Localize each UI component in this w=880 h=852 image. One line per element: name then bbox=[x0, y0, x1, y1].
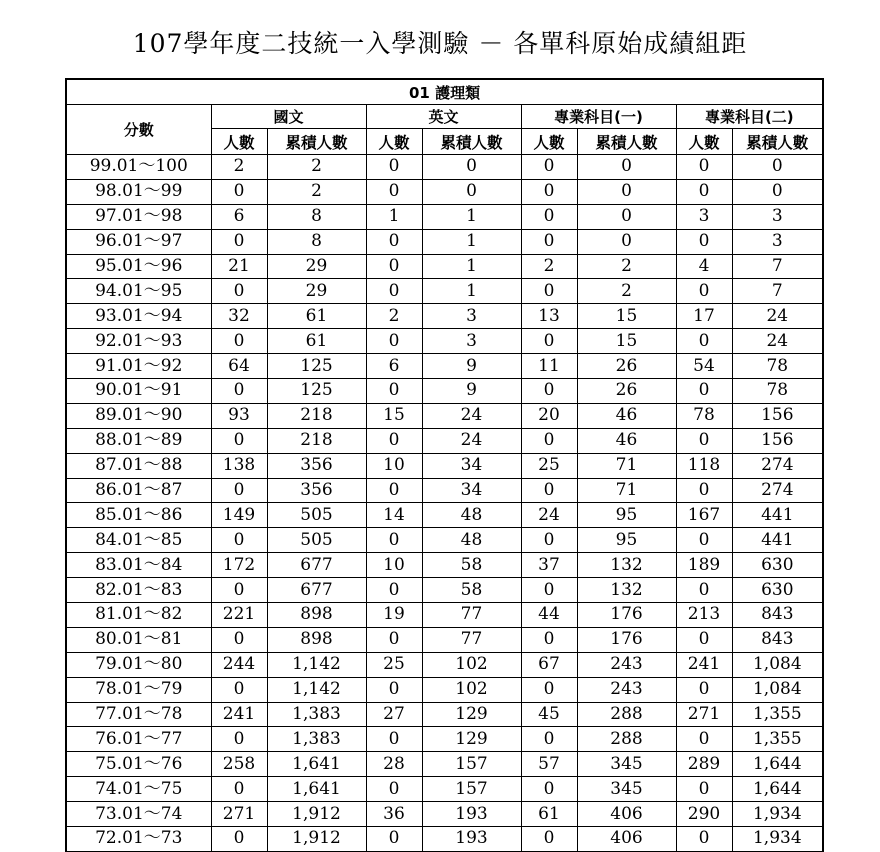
count-cell: 0 bbox=[366, 777, 422, 802]
count-cell: 0 bbox=[521, 627, 577, 652]
cumulative-cell: 26 bbox=[577, 379, 676, 404]
col-header-cumulative: 累積人數 bbox=[577, 129, 676, 155]
cumulative-cell: 58 bbox=[422, 553, 521, 578]
count-cell: 54 bbox=[676, 354, 732, 379]
table-row bbox=[66, 652, 823, 677]
table-row bbox=[66, 553, 823, 578]
cumulative-cell: 345 bbox=[577, 777, 676, 802]
table-row bbox=[66, 528, 823, 553]
count-cell: 37 bbox=[521, 553, 577, 578]
cumulative-cell: 630 bbox=[732, 553, 823, 578]
cumulative-cell: 24 bbox=[422, 428, 521, 453]
cumulative-cell: 356 bbox=[267, 453, 366, 478]
page-title: 107學年度二技統一入學測驗 － 各單科原始成績組距 bbox=[132, 29, 748, 58]
count-cell: 10 bbox=[366, 453, 422, 478]
score-range-cell: 88.01～89 bbox=[66, 428, 211, 453]
count-cell: 0 bbox=[366, 677, 422, 702]
table-row bbox=[66, 578, 823, 603]
score-range-cell: 94.01～95 bbox=[66, 279, 211, 304]
cumulative-cell: 243 bbox=[577, 652, 676, 677]
count-cell: 0 bbox=[366, 229, 422, 254]
count-cell: 0 bbox=[366, 254, 422, 279]
count-cell: 0 bbox=[521, 578, 577, 603]
count-cell: 244 bbox=[211, 652, 267, 677]
count-cell: 11 bbox=[521, 354, 577, 379]
score-range-cell: 93.01～94 bbox=[66, 304, 211, 329]
cumulative-cell: 15 bbox=[577, 329, 676, 354]
count-cell: 0 bbox=[521, 329, 577, 354]
count-cell: 0 bbox=[676, 727, 732, 752]
count-cell: 19 bbox=[366, 603, 422, 628]
table-row bbox=[66, 727, 823, 752]
count-cell: 0 bbox=[676, 329, 732, 354]
cumulative-cell: 1,355 bbox=[732, 702, 823, 727]
cumulative-cell: 78 bbox=[732, 354, 823, 379]
cumulative-cell: 129 bbox=[422, 727, 521, 752]
table-row bbox=[66, 403, 823, 428]
cumulative-cell: 2 bbox=[267, 155, 366, 180]
table-row bbox=[66, 453, 823, 478]
count-cell: 6 bbox=[211, 204, 267, 229]
count-cell: 0 bbox=[366, 279, 422, 304]
count-cell: 289 bbox=[676, 752, 732, 777]
count-cell: 0 bbox=[521, 229, 577, 254]
cumulative-cell: 1,644 bbox=[732, 752, 823, 777]
cumulative-cell: 1,912 bbox=[267, 802, 366, 827]
count-cell: 189 bbox=[676, 553, 732, 578]
cumulative-cell: 132 bbox=[577, 578, 676, 603]
cumulative-cell: 441 bbox=[732, 528, 823, 553]
cumulative-cell: 1 bbox=[422, 254, 521, 279]
score-range-cell: 74.01～75 bbox=[66, 777, 211, 802]
count-cell: 0 bbox=[676, 478, 732, 503]
count-cell: 32 bbox=[211, 304, 267, 329]
score-range-cell: 79.01～80 bbox=[66, 652, 211, 677]
count-cell: 0 bbox=[521, 179, 577, 204]
score-range-cell: 89.01～90 bbox=[66, 403, 211, 428]
count-cell: 45 bbox=[521, 702, 577, 727]
cumulative-cell: 1,934 bbox=[732, 827, 823, 852]
cumulative-cell: 48 bbox=[422, 503, 521, 528]
cumulative-cell: 2 bbox=[577, 254, 676, 279]
cumulative-cell: 1,084 bbox=[732, 677, 823, 702]
count-cell: 271 bbox=[676, 702, 732, 727]
count-cell: 0 bbox=[211, 179, 267, 204]
count-cell: 0 bbox=[366, 578, 422, 603]
cumulative-cell: 26 bbox=[577, 354, 676, 379]
cumulative-cell: 102 bbox=[422, 677, 521, 702]
score-range-cell: 99.01～100 bbox=[66, 155, 211, 180]
col-header-cumulative: 累積人數 bbox=[422, 129, 521, 155]
score-range-cell: 76.01～77 bbox=[66, 727, 211, 752]
score-range-cell: 72.01～73 bbox=[66, 827, 211, 852]
count-cell: 0 bbox=[366, 528, 422, 553]
count-cell: 0 bbox=[521, 155, 577, 180]
cumulative-cell: 95 bbox=[577, 528, 676, 553]
count-cell: 0 bbox=[366, 329, 422, 354]
cumulative-cell: 176 bbox=[577, 627, 676, 652]
count-cell: 0 bbox=[211, 578, 267, 603]
count-cell: 0 bbox=[521, 428, 577, 453]
cumulative-cell: 356 bbox=[267, 478, 366, 503]
score-header: 分數 bbox=[66, 105, 211, 155]
cumulative-cell: 0 bbox=[732, 179, 823, 204]
col-header-cumulative: 累積人數 bbox=[732, 129, 823, 155]
count-cell: 4 bbox=[676, 254, 732, 279]
count-cell: 0 bbox=[211, 478, 267, 503]
cumulative-cell: 274 bbox=[732, 478, 823, 503]
cumulative-cell: 0 bbox=[577, 155, 676, 180]
count-cell: 271 bbox=[211, 802, 267, 827]
count-cell: 28 bbox=[366, 752, 422, 777]
count-cell: 0 bbox=[211, 627, 267, 652]
count-cell: 0 bbox=[521, 827, 577, 852]
cumulative-cell: 1,084 bbox=[732, 652, 823, 677]
cumulative-cell: 1,142 bbox=[267, 677, 366, 702]
table-row bbox=[66, 329, 823, 354]
count-cell: 0 bbox=[211, 677, 267, 702]
cumulative-cell: 3 bbox=[732, 204, 823, 229]
cumulative-cell: 193 bbox=[422, 802, 521, 827]
count-cell: 21 bbox=[211, 254, 267, 279]
score-range-cell: 87.01～88 bbox=[66, 453, 211, 478]
cumulative-cell: 1 bbox=[422, 229, 521, 254]
cumulative-cell: 132 bbox=[577, 553, 676, 578]
score-range-cell: 86.01～87 bbox=[66, 478, 211, 503]
count-cell: 0 bbox=[211, 279, 267, 304]
cumulative-cell: 24 bbox=[732, 304, 823, 329]
cumulative-cell: 288 bbox=[577, 727, 676, 752]
count-cell: 0 bbox=[366, 627, 422, 652]
count-cell: 93 bbox=[211, 403, 267, 428]
count-cell: 0 bbox=[521, 528, 577, 553]
score-range-cell: 98.01～99 bbox=[66, 179, 211, 204]
table-row bbox=[66, 702, 823, 727]
cumulative-cell: 1,142 bbox=[267, 652, 366, 677]
count-cell: 27 bbox=[366, 702, 422, 727]
cumulative-cell: 0 bbox=[732, 155, 823, 180]
count-cell: 0 bbox=[676, 827, 732, 852]
count-cell: 67 bbox=[521, 652, 577, 677]
count-cell: 0 bbox=[211, 229, 267, 254]
table-row bbox=[66, 179, 823, 204]
count-cell: 0 bbox=[676, 578, 732, 603]
cumulative-cell: 0 bbox=[577, 204, 676, 229]
cumulative-cell: 3 bbox=[422, 304, 521, 329]
subject-header-chinese: 國文 bbox=[211, 105, 366, 129]
count-cell: 172 bbox=[211, 553, 267, 578]
count-cell: 0 bbox=[366, 478, 422, 503]
cumulative-cell: 176 bbox=[577, 603, 676, 628]
cumulative-cell: 193 bbox=[422, 827, 521, 852]
table-row bbox=[66, 428, 823, 453]
cumulative-cell: 630 bbox=[732, 578, 823, 603]
count-cell: 213 bbox=[676, 603, 732, 628]
count-cell: 25 bbox=[521, 453, 577, 478]
score-range-cell: 97.01～98 bbox=[66, 204, 211, 229]
table-row bbox=[66, 827, 823, 852]
count-cell: 14 bbox=[366, 503, 422, 528]
score-range-cell: 81.01～82 bbox=[66, 603, 211, 628]
count-cell: 61 bbox=[521, 802, 577, 827]
count-cell: 149 bbox=[211, 503, 267, 528]
col-header-count: 人數 bbox=[211, 129, 267, 155]
count-cell: 44 bbox=[521, 603, 577, 628]
cumulative-cell: 345 bbox=[577, 752, 676, 777]
cumulative-cell: 71 bbox=[577, 453, 676, 478]
count-cell: 258 bbox=[211, 752, 267, 777]
cumulative-cell: 441 bbox=[732, 503, 823, 528]
cumulative-cell: 95 bbox=[577, 503, 676, 528]
cumulative-cell: 129 bbox=[422, 702, 521, 727]
table-row bbox=[66, 229, 823, 254]
cumulative-cell: 1,641 bbox=[267, 777, 366, 802]
count-cell: 0 bbox=[676, 777, 732, 802]
cumulative-cell: 71 bbox=[577, 478, 676, 503]
count-cell: 78 bbox=[676, 403, 732, 428]
cumulative-cell: 0 bbox=[422, 155, 521, 180]
cumulative-cell: 406 bbox=[577, 802, 676, 827]
count-cell: 0 bbox=[676, 229, 732, 254]
cumulative-cell: 1 bbox=[422, 279, 521, 304]
cumulative-cell: 288 bbox=[577, 702, 676, 727]
cumulative-cell: 7 bbox=[732, 254, 823, 279]
cumulative-cell: 0 bbox=[577, 229, 676, 254]
count-cell: 0 bbox=[521, 777, 577, 802]
count-cell: 0 bbox=[676, 179, 732, 204]
cumulative-cell: 2 bbox=[577, 279, 676, 304]
table-row bbox=[66, 478, 823, 503]
count-cell: 0 bbox=[211, 827, 267, 852]
cumulative-cell: 0 bbox=[422, 179, 521, 204]
count-cell: 2 bbox=[366, 304, 422, 329]
count-cell: 24 bbox=[521, 503, 577, 528]
table-row bbox=[66, 627, 823, 652]
cumulative-cell: 157 bbox=[422, 752, 521, 777]
count-cell: 0 bbox=[676, 677, 732, 702]
count-cell: 241 bbox=[676, 652, 732, 677]
cumulative-cell: 125 bbox=[267, 354, 366, 379]
cumulative-cell: 3 bbox=[422, 329, 521, 354]
cumulative-cell: 7 bbox=[732, 279, 823, 304]
count-cell: 2 bbox=[521, 254, 577, 279]
score-range-cell: 85.01～86 bbox=[66, 503, 211, 528]
cumulative-cell: 102 bbox=[422, 652, 521, 677]
cumulative-cell: 34 bbox=[422, 478, 521, 503]
cumulative-cell: 156 bbox=[732, 403, 823, 428]
score-distribution-table bbox=[65, 78, 824, 852]
count-cell: 0 bbox=[366, 379, 422, 404]
table-row bbox=[66, 304, 823, 329]
cumulative-cell: 15 bbox=[577, 304, 676, 329]
cumulative-cell: 9 bbox=[422, 354, 521, 379]
subject-header-professional-1: 專業科目(一) bbox=[521, 105, 676, 129]
cumulative-cell: 218 bbox=[267, 428, 366, 453]
count-cell: 0 bbox=[211, 428, 267, 453]
score-range-cell: 78.01～79 bbox=[66, 677, 211, 702]
count-cell: 0 bbox=[676, 528, 732, 553]
cumulative-cell: 8 bbox=[267, 229, 366, 254]
cumulative-cell: 274 bbox=[732, 453, 823, 478]
table-row bbox=[66, 155, 823, 180]
count-cell: 290 bbox=[676, 802, 732, 827]
count-cell: 64 bbox=[211, 354, 267, 379]
cumulative-cell: 406 bbox=[577, 827, 676, 852]
col-header-count: 人數 bbox=[366, 129, 422, 155]
count-cell: 10 bbox=[366, 553, 422, 578]
score-range-cell: 83.01～84 bbox=[66, 553, 211, 578]
cumulative-cell: 61 bbox=[267, 329, 366, 354]
category-header: 01 護理類 bbox=[66, 79, 823, 105]
table-row bbox=[66, 752, 823, 777]
cumulative-cell: 1,383 bbox=[267, 702, 366, 727]
cumulative-cell: 46 bbox=[577, 428, 676, 453]
count-cell: 0 bbox=[211, 727, 267, 752]
cumulative-cell: 1,383 bbox=[267, 727, 366, 752]
count-cell: 221 bbox=[211, 603, 267, 628]
score-range-cell: 84.01～85 bbox=[66, 528, 211, 553]
table-row bbox=[66, 777, 823, 802]
count-cell: 13 bbox=[521, 304, 577, 329]
count-cell: 0 bbox=[676, 279, 732, 304]
score-range-cell: 75.01～76 bbox=[66, 752, 211, 777]
table-row bbox=[66, 677, 823, 702]
score-range-cell: 77.01～78 bbox=[66, 702, 211, 727]
count-cell: 0 bbox=[211, 329, 267, 354]
cumulative-cell: 29 bbox=[267, 279, 366, 304]
count-cell: 6 bbox=[366, 354, 422, 379]
col-header-count: 人數 bbox=[676, 129, 732, 155]
cumulative-cell: 243 bbox=[577, 677, 676, 702]
count-cell: 0 bbox=[676, 379, 732, 404]
score-range-cell: 91.01～92 bbox=[66, 354, 211, 379]
count-cell: 118 bbox=[676, 453, 732, 478]
cumulative-cell: 24 bbox=[422, 403, 521, 428]
count-cell: 0 bbox=[366, 155, 422, 180]
score-range-cell: 82.01～83 bbox=[66, 578, 211, 603]
cumulative-cell: 29 bbox=[267, 254, 366, 279]
cumulative-cell: 898 bbox=[267, 603, 366, 628]
cumulative-cell: 24 bbox=[732, 329, 823, 354]
count-cell: 25 bbox=[366, 652, 422, 677]
cumulative-cell: 677 bbox=[267, 578, 366, 603]
count-cell: 0 bbox=[521, 727, 577, 752]
count-cell: 0 bbox=[676, 627, 732, 652]
subject-header-professional-2: 專業科目(二) bbox=[676, 105, 823, 129]
table-row bbox=[66, 379, 823, 404]
col-header-count: 人數 bbox=[521, 129, 577, 155]
count-cell: 36 bbox=[366, 802, 422, 827]
cumulative-cell: 505 bbox=[267, 503, 366, 528]
score-range-cell: 73.01～74 bbox=[66, 802, 211, 827]
count-cell: 0 bbox=[211, 528, 267, 553]
cumulative-cell: 46 bbox=[577, 403, 676, 428]
count-cell: 20 bbox=[521, 403, 577, 428]
count-cell: 138 bbox=[211, 453, 267, 478]
score-range-cell: 80.01～81 bbox=[66, 627, 211, 652]
count-cell: 0 bbox=[366, 179, 422, 204]
subject-header-english: 英文 bbox=[366, 105, 521, 129]
cumulative-cell: 156 bbox=[732, 428, 823, 453]
count-cell: 0 bbox=[521, 279, 577, 304]
cumulative-cell: 0 bbox=[577, 179, 676, 204]
cumulative-cell: 898 bbox=[267, 627, 366, 652]
count-cell: 0 bbox=[521, 478, 577, 503]
table-row bbox=[66, 254, 823, 279]
cumulative-cell: 77 bbox=[422, 603, 521, 628]
cumulative-cell: 218 bbox=[267, 403, 366, 428]
cumulative-cell: 48 bbox=[422, 528, 521, 553]
col-header-cumulative: 累積人數 bbox=[267, 129, 366, 155]
cumulative-cell: 157 bbox=[422, 777, 521, 802]
cumulative-cell: 78 bbox=[732, 379, 823, 404]
cumulative-cell: 843 bbox=[732, 627, 823, 652]
count-cell: 0 bbox=[676, 428, 732, 453]
cumulative-cell: 677 bbox=[267, 553, 366, 578]
count-cell: 57 bbox=[521, 752, 577, 777]
cumulative-cell: 1,934 bbox=[732, 802, 823, 827]
table-row bbox=[66, 354, 823, 379]
count-cell: 0 bbox=[366, 727, 422, 752]
score-range-cell: 90.01～91 bbox=[66, 379, 211, 404]
cumulative-cell: 2 bbox=[267, 179, 366, 204]
cumulative-cell: 1 bbox=[422, 204, 521, 229]
count-cell: 0 bbox=[366, 827, 422, 852]
count-cell: 2 bbox=[211, 155, 267, 180]
table-body bbox=[66, 155, 823, 852]
count-cell: 0 bbox=[211, 379, 267, 404]
cumulative-cell: 125 bbox=[267, 379, 366, 404]
cumulative-cell: 843 bbox=[732, 603, 823, 628]
cumulative-cell: 58 bbox=[422, 578, 521, 603]
count-cell: 241 bbox=[211, 702, 267, 727]
cumulative-cell: 8 bbox=[267, 204, 366, 229]
cumulative-cell: 3 bbox=[732, 229, 823, 254]
count-cell: 0 bbox=[521, 677, 577, 702]
count-cell: 0 bbox=[211, 777, 267, 802]
score-range-cell: 96.01～97 bbox=[66, 229, 211, 254]
cumulative-cell: 1,355 bbox=[732, 727, 823, 752]
count-cell: 0 bbox=[676, 155, 732, 180]
cumulative-cell: 505 bbox=[267, 528, 366, 553]
count-cell: 167 bbox=[676, 503, 732, 528]
table-row bbox=[66, 503, 823, 528]
count-cell: 1 bbox=[366, 204, 422, 229]
cumulative-cell: 1,644 bbox=[732, 777, 823, 802]
cumulative-cell: 77 bbox=[422, 627, 521, 652]
cumulative-cell: 1,912 bbox=[267, 827, 366, 852]
cumulative-cell: 34 bbox=[422, 453, 521, 478]
score-range-cell: 95.01～96 bbox=[66, 254, 211, 279]
count-cell: 3 bbox=[676, 204, 732, 229]
count-cell: 15 bbox=[366, 403, 422, 428]
table-row bbox=[66, 279, 823, 304]
cumulative-cell: 9 bbox=[422, 379, 521, 404]
table-row bbox=[66, 204, 823, 229]
table-row bbox=[66, 603, 823, 628]
count-cell: 0 bbox=[521, 204, 577, 229]
table-row bbox=[66, 802, 823, 827]
score-range-cell: 92.01～93 bbox=[66, 329, 211, 354]
cumulative-cell: 1,641 bbox=[267, 752, 366, 777]
count-cell: 0 bbox=[521, 379, 577, 404]
cumulative-cell: 61 bbox=[267, 304, 366, 329]
count-cell: 0 bbox=[366, 428, 422, 453]
count-cell: 17 bbox=[676, 304, 732, 329]
